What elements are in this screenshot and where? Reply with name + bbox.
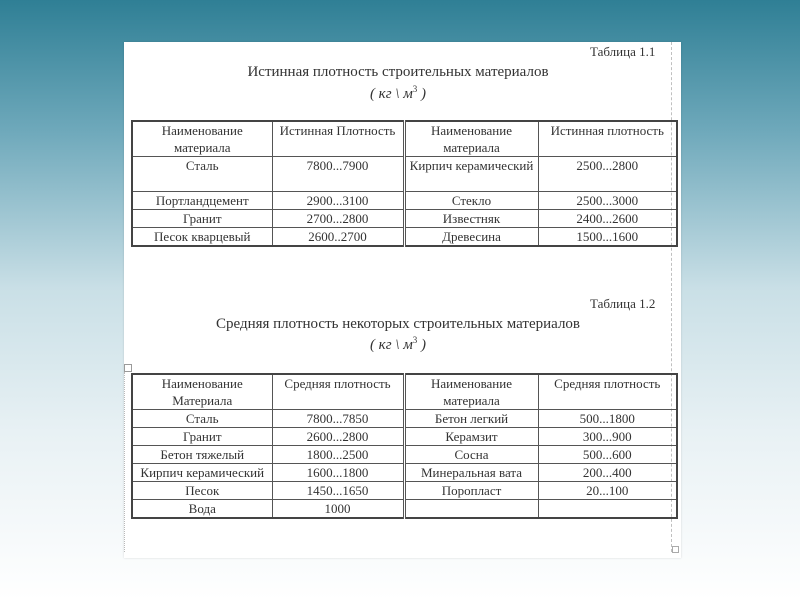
table-row <box>132 446 677 464</box>
density-cell: 500...1800 <box>538 410 677 428</box>
table-move-handle-icon[interactable] <box>124 364 132 372</box>
material-cell: Сосна <box>404 446 538 464</box>
table-row <box>132 157 677 192</box>
table2-label: Таблица 1.2 <box>590 296 656 311</box>
density-cell: 300...900 <box>538 428 677 446</box>
material-cell: Поропласт <box>404 482 538 500</box>
table-row <box>132 410 677 428</box>
material-cell: Песок <box>132 482 272 500</box>
material-cell <box>404 500 538 519</box>
table-row <box>132 428 677 446</box>
density-cell: 2600...2800 <box>272 428 404 446</box>
table1 <box>131 120 678 247</box>
material-cell: Вода <box>132 500 272 519</box>
table-row <box>132 210 677 228</box>
table2-title: Средняя плотность некоторых строительных материалов <box>215 316 581 332</box>
table1-title: Истинная плотность строительных материалов <box>247 64 549 80</box>
header-cell: Средняя плотность <box>272 374 404 410</box>
density-cell: 2900...3100 <box>272 192 404 210</box>
units-text: ( кг \ м <box>369 337 413 353</box>
material-cell: Песок кварцевый <box>132 228 272 247</box>
material-cell: Древесина <box>404 228 538 247</box>
material-cell: Гранит <box>132 210 272 228</box>
table-row <box>132 482 677 500</box>
density-cell: 2700...2800 <box>272 210 404 228</box>
material-cell: Кирпич керамический <box>404 157 538 192</box>
material-cell: Сталь <box>132 410 272 428</box>
header-cell: Наименование материала <box>404 121 538 157</box>
material-cell: Портландцемент <box>132 192 272 210</box>
density-cell: 500...600 <box>538 446 677 464</box>
density-cell <box>538 500 677 519</box>
table-row <box>132 228 677 247</box>
density-cell: 2500...3000 <box>538 192 677 210</box>
material-cell: Бетон легкий <box>404 410 538 428</box>
table-header-row <box>132 121 677 157</box>
table-row <box>132 500 677 519</box>
material-cell: Бетон тяжелый <box>132 446 272 464</box>
table-header-row <box>132 374 677 410</box>
table-row <box>132 464 677 482</box>
material-cell: Гранит <box>132 428 272 446</box>
header-cell: Наименование материала <box>404 374 538 410</box>
density-cell: 2400...2600 <box>538 210 677 228</box>
density-cell: 1500...1600 <box>538 228 677 247</box>
header-cell: Наименование материала <box>132 121 272 157</box>
density-cell: 1600...1800 <box>272 464 404 482</box>
table2-units <box>124 335 672 354</box>
density-cell: 7800...7900 <box>272 157 404 192</box>
density-cell: 1450...1650 <box>272 482 404 500</box>
table1-label: Таблица 1.1 <box>590 44 656 59</box>
header-cell: Наименование Материала <box>132 374 272 410</box>
document-page <box>124 42 681 558</box>
density-cell: 2500...2800 <box>538 157 677 192</box>
table-boundary-guide <box>124 372 125 552</box>
header-cell: Средняя плотность <box>538 374 677 410</box>
table-row <box>132 192 677 210</box>
material-cell: Сталь <box>132 157 272 192</box>
material-cell: Известняк <box>404 210 538 228</box>
material-cell: Кирпич керамический <box>132 464 272 482</box>
table2 <box>131 373 678 519</box>
density-cell: 1800...2500 <box>272 446 404 464</box>
material-cell: Стекло <box>404 192 538 210</box>
density-cell: 200...400 <box>538 464 677 482</box>
units-close: ) <box>421 337 427 353</box>
table1-units <box>124 84 672 103</box>
units-text: ( кг \ м <box>369 86 413 102</box>
density-cell: 20...100 <box>538 482 677 500</box>
density-cell: 2600..2700 <box>272 228 404 247</box>
header-cell: Истинная плотность <box>538 121 677 157</box>
material-cell: Минеральная вата <box>404 464 538 482</box>
units-exponent: 3 <box>412 335 418 345</box>
material-cell: Керамзит <box>404 428 538 446</box>
header-cell: Истинная Плотность <box>272 121 404 157</box>
units-close: ) <box>421 86 427 102</box>
table-resize-handle-icon[interactable] <box>672 546 679 553</box>
units-exponent: 3 <box>412 84 418 94</box>
density-cell: 7800...7850 <box>272 410 404 428</box>
density-cell: 1000 <box>272 500 404 519</box>
